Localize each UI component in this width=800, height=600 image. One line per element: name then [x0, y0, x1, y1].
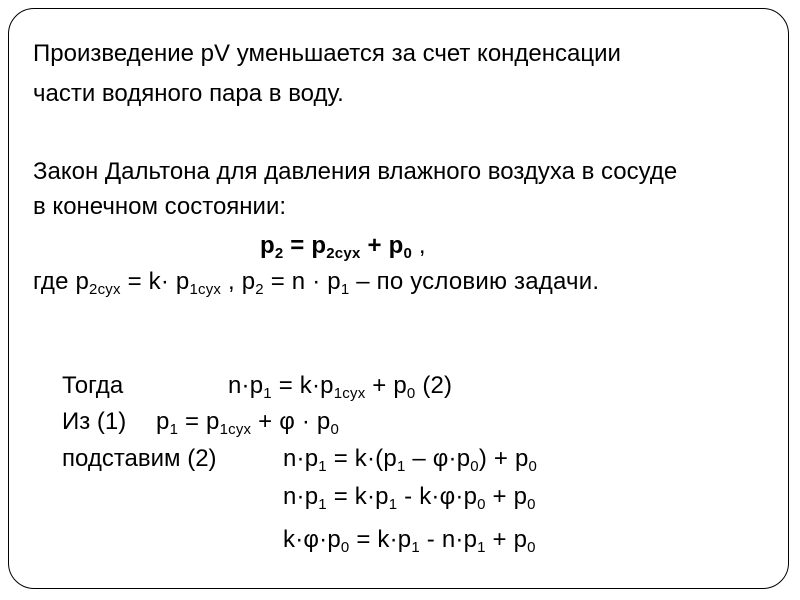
eq-label: Из (1) [62, 408, 127, 435]
equation-line: $n\cdot p_1 = k\cdot p_1 - k\cdot\varphi\cdot p_0 + p_0$ [283, 483, 536, 513]
where-line: где $p_{2сух} = k\cdot p_{1сух}$ , $p_2 = n \cdot p_1$ – по условию задачи. [33, 268, 600, 298]
eq-label: подставим (2) [62, 445, 217, 472]
text-line: Закон Дальтона для давления влажного воздуха в сосуде [33, 158, 678, 185]
equation-line: $k\cdot\varphi\cdot p_0 = k\cdot p_1 - n\cdot p_1 + p_0$ [283, 526, 536, 556]
equation-line: $p_1 = p_{1сух} + \varphi \cdot p_0$ [156, 408, 340, 438]
eq-label: Тогда [62, 372, 124, 399]
dalton-equation: $p_2 = p_{2сух} + p_0$ , [260, 232, 426, 262]
equation-line: $n\cdot p_1 = k\cdot p_{1сух} + p_0$ (2) [228, 372, 453, 402]
equation-line: $n\cdot p_1 = k\cdot(p_1 - \varphi\cdot p_0) + p_0$ [283, 445, 538, 475]
text-line: Произведение pV уменьшается за счет конденсации [33, 40, 621, 67]
text-line: части водяного пара в воду. [33, 80, 344, 107]
text-line: в конечном состоянии: [33, 193, 287, 220]
